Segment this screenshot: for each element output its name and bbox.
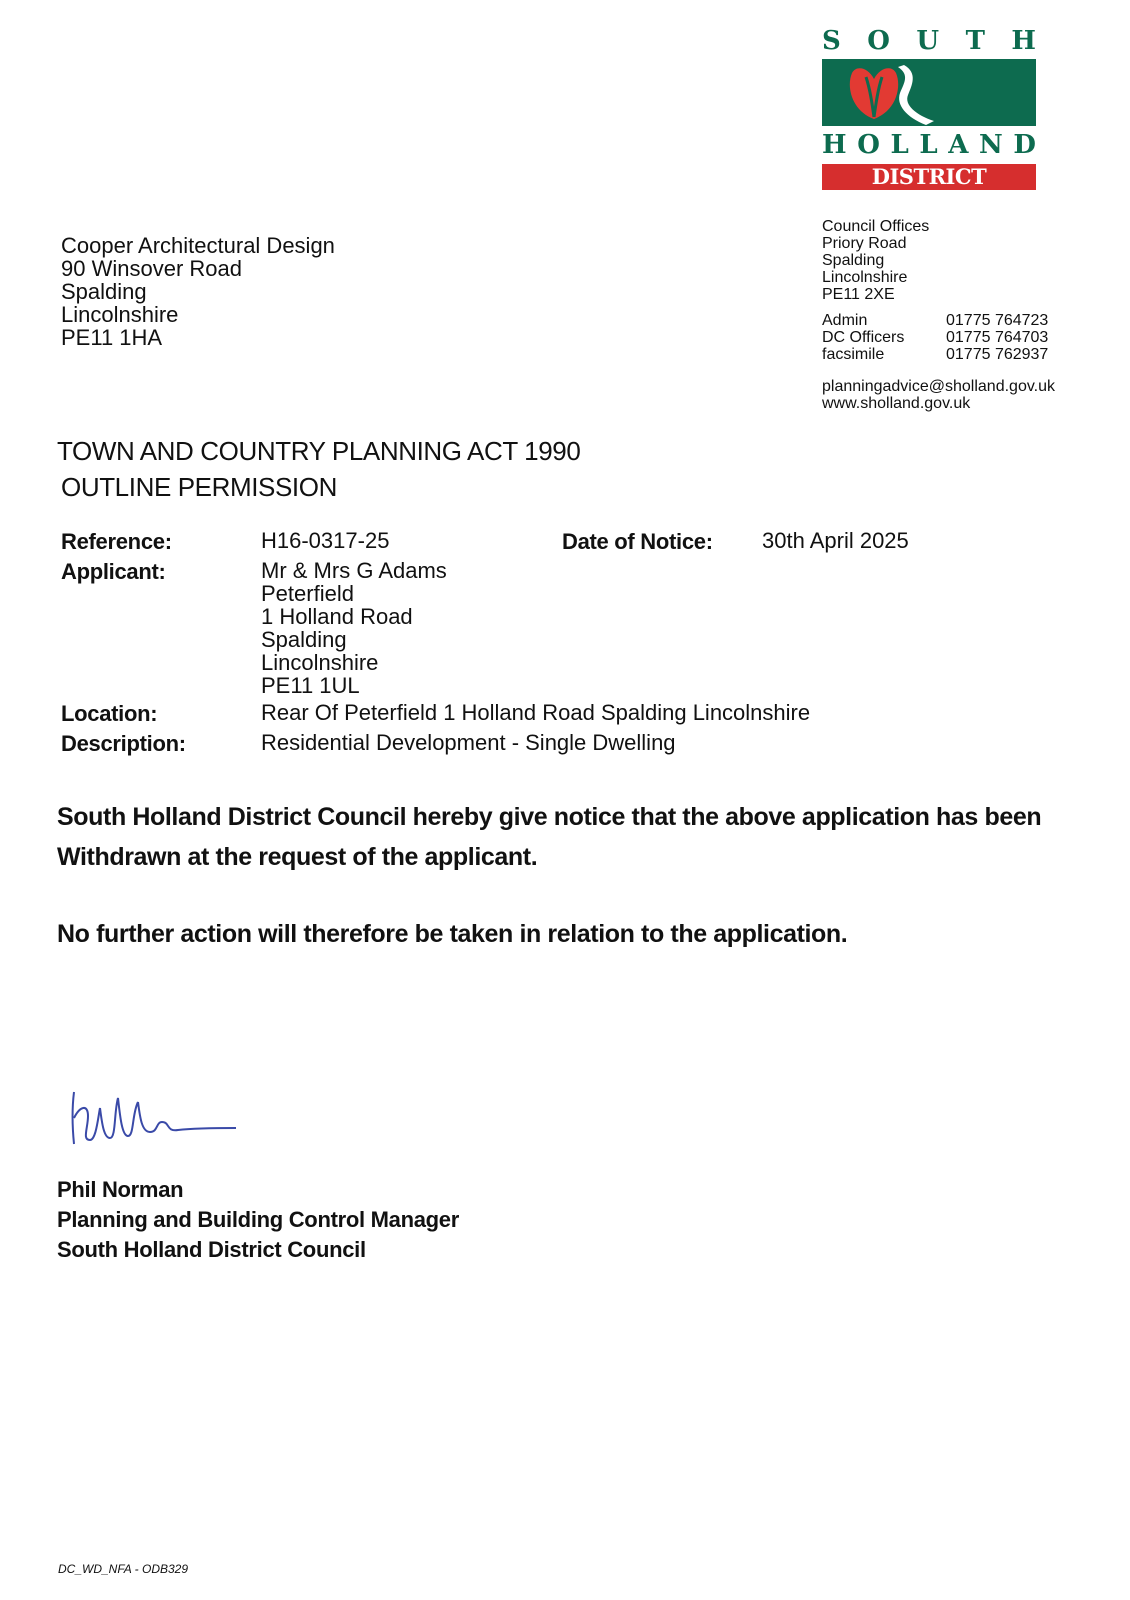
- contact-value: 01775 764723: [946, 312, 1049, 329]
- council-logo: [822, 26, 1036, 215]
- email-address: planningadvice@sholland.gov.uk: [822, 378, 1055, 395]
- no-further-action-notice: No further action will therefore be taken in relation to the application.: [57, 920, 848, 948]
- logo-letter: L: [890, 130, 909, 160]
- signatory-name: Phil Norman: [57, 1177, 184, 1202]
- recipient-line: Cooper Architectural Design: [61, 233, 335, 258]
- web-contacts: [822, 378, 1055, 412]
- applicant-line: Mr & Mrs G Adams: [261, 558, 447, 583]
- applicant-address: [261, 559, 447, 697]
- logo-letter: A: [948, 130, 969, 160]
- logo-letter: N: [979, 130, 1003, 160]
- document-code: DC_WD_NFA - ODB329: [58, 1562, 189, 1576]
- council-address: [822, 218, 1055, 303]
- signatory-title: Planning and Building Control Manager: [57, 1207, 460, 1232]
- logo-letter: T: [965, 26, 985, 56]
- date-of-notice-label: Date of Notice:: [562, 529, 713, 554]
- recipient-line: Lincolnshire: [61, 302, 179, 327]
- applicant-line: Peterfield: [261, 581, 354, 606]
- description-label: Description:: [61, 731, 186, 756]
- logo-word-holland: [822, 130, 1036, 160]
- logo-tulip-band: [822, 59, 1036, 126]
- signature-image: [66, 1088, 246, 1156]
- contact-row: [822, 329, 1055, 346]
- tulip-icon: [822, 59, 1036, 126]
- contact-row: [822, 346, 1055, 363]
- website-address: www.sholland.gov.uk: [822, 395, 971, 412]
- logo-letter: O: [867, 26, 890, 56]
- recipient-line: 90 Winsover Road: [61, 256, 242, 281]
- council-address-line: Spalding: [822, 252, 885, 269]
- contact-value: 01775 764703: [946, 329, 1049, 346]
- signature-icon: [66, 1088, 246, 1156]
- applicant-line: 1 Holland Road: [261, 604, 413, 629]
- logo-letter: L: [919, 130, 938, 160]
- contact-value: 01775 762937: [946, 346, 1049, 363]
- council-address-line: Council Offices: [822, 218, 930, 235]
- logo-district-council-bar: DISTRICT COUNCIL: [822, 164, 1036, 190]
- contact-label: Admin: [822, 312, 868, 329]
- council-address-line: Lincolnshire: [822, 269, 908, 286]
- logo-letter: U: [916, 26, 940, 56]
- logo-letter: H: [1011, 26, 1036, 56]
- applicant-label: Applicant:: [61, 559, 166, 584]
- permission-heading: OUTLINE PERMISSION: [61, 472, 337, 502]
- withdrawal-notice: South Holland District Council hereby give notice that the above application has been Withdrawn at the request of the applicant.: [57, 803, 1042, 871]
- logo-word-south: [822, 26, 1036, 56]
- contact-row: [822, 312, 1055, 329]
- council-address-line: PE11 2XE: [822, 286, 895, 303]
- council-contact-block: [822, 218, 1055, 412]
- location-value: Rear Of Peterfield 1 Holland Road Spalding Lincolnshire: [261, 700, 811, 725]
- applicant-line: PE11 1UL: [261, 673, 360, 698]
- applicant-line: Lincolnshire: [261, 650, 379, 675]
- signatory-block: [57, 1175, 459, 1265]
- recipient-address: [61, 234, 335, 349]
- reference-label: Reference:: [61, 529, 172, 554]
- description-value: Residential Development - Single Dwelling: [261, 730, 676, 755]
- logo-letter: D: [1013, 130, 1036, 160]
- phone-numbers: [822, 312, 1055, 363]
- date-of-notice-value: 30th April 2025: [762, 528, 909, 553]
- reference-value: H16-0317-25: [261, 528, 390, 553]
- contact-label: DC Officers: [822, 329, 905, 346]
- act-heading: TOWN AND COUNTRY PLANNING ACT 1990: [57, 436, 581, 466]
- council-address-line: Priory Road: [822, 235, 907, 252]
- logo-letter: S: [822, 26, 841, 56]
- logo-letter: H: [822, 130, 847, 160]
- recipient-line: PE11 1HA: [61, 325, 163, 350]
- location-label: Location:: [61, 701, 158, 726]
- recipient-line: Spalding: [61, 279, 147, 304]
- logo-letter: O: [857, 130, 880, 160]
- applicant-line: Spalding: [261, 627, 347, 652]
- signatory-organisation: South Holland District Council: [57, 1237, 366, 1262]
- contact-label: facsimile: [822, 346, 885, 363]
